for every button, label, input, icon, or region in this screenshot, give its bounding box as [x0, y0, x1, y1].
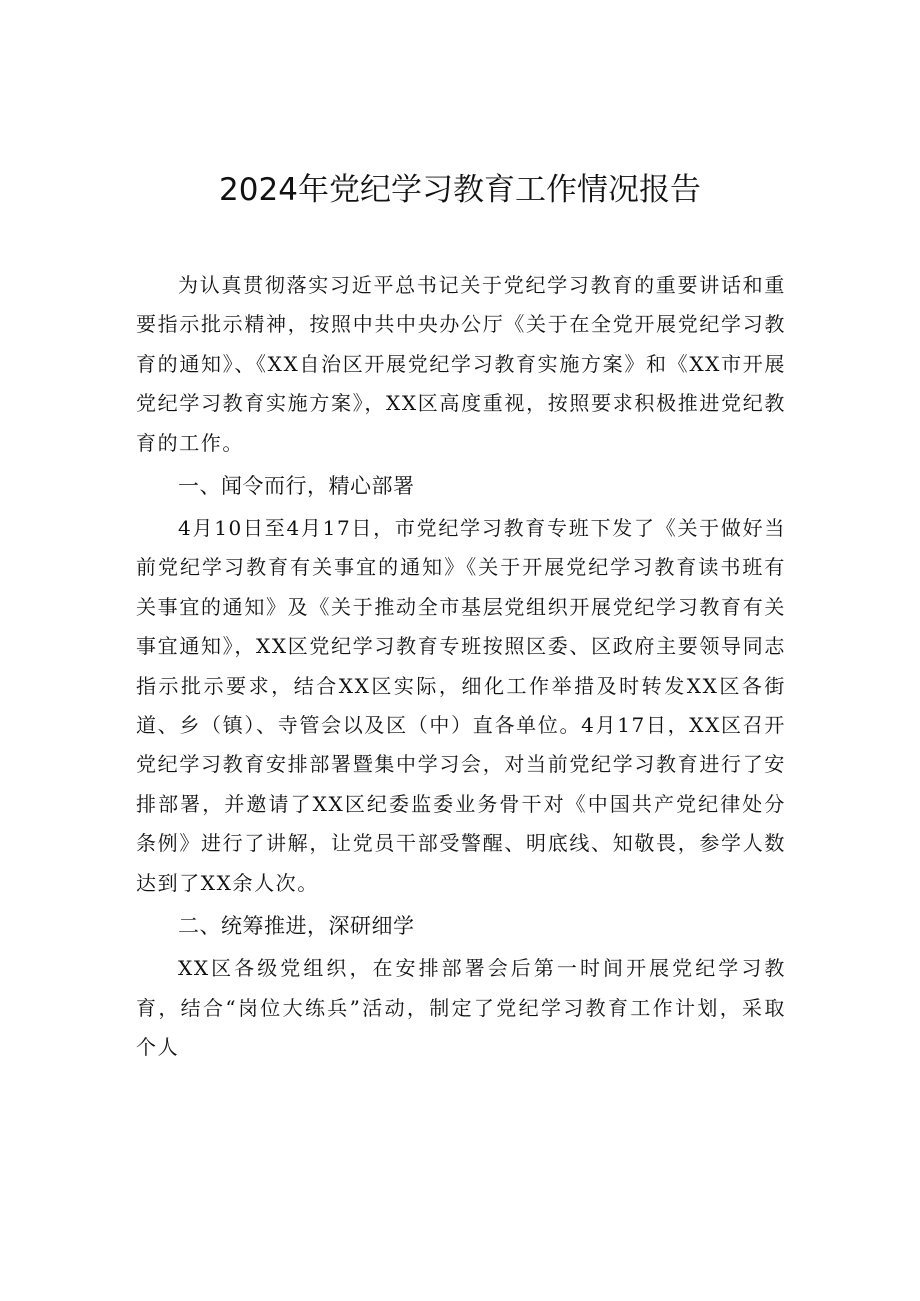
section-1-heading: 一、闻令而行，精心部署	[178, 474, 415, 499]
section-2-heading: 二、统筹推进，深研细学	[178, 914, 415, 939]
section-2-paragraph: XX区各级党组织，在安排部署会后第一时间开展党纪学习教育，结合“岗位大练兵”活动，制定了党纪学习教育工作计划，采取个人	[136, 956, 786, 1059]
document-body	[136, 266, 786, 1067]
intro-paragraph: 为认真贯彻落实习近平总书记关于党纪学习教育的重要讲话和重要指示批示精神，按照中共中央办公厅《关于在全党开展党纪学习教育的通知》、《XX自治区开展党纪学习教育实施方案》和《XX市开展党纪学习教育实施方案》，XX区高度重视，按照要求积极推进党纪教育的工作。	[136, 273, 786, 455]
section-1-paragraph: 4月10日至4月17日，市党纪学习教育专班下发了《关于做好当前党纪学习教育有关事宜的通知》《关于开展党纪学习教育读书班有关事宜的通知》及《关于推动全市基层党组织开展党纪学习教育有关事宜通知》，XX区党纪学习教育专班按照区委、区政府主要领导同志指示批示要求，结合XX区实际，细化工作举措及时转发XX区各街道、乡（镇）、寺管会以及区（中）直各单位。4月17日，XX区召开党纪学习教育安排部署暨集中学习会，对当前党纪学习教育进行了安排部署，并邀请了XX区纪委监委业务骨干对《中国共产党纪律处分条例》进行了讲解，让党员干部受警醒、明底线、知敬畏，参学人数达到了XX余人次。	[136, 516, 786, 895]
document-title: 2024年党纪学习教育工作情况报告	[219, 172, 701, 208]
